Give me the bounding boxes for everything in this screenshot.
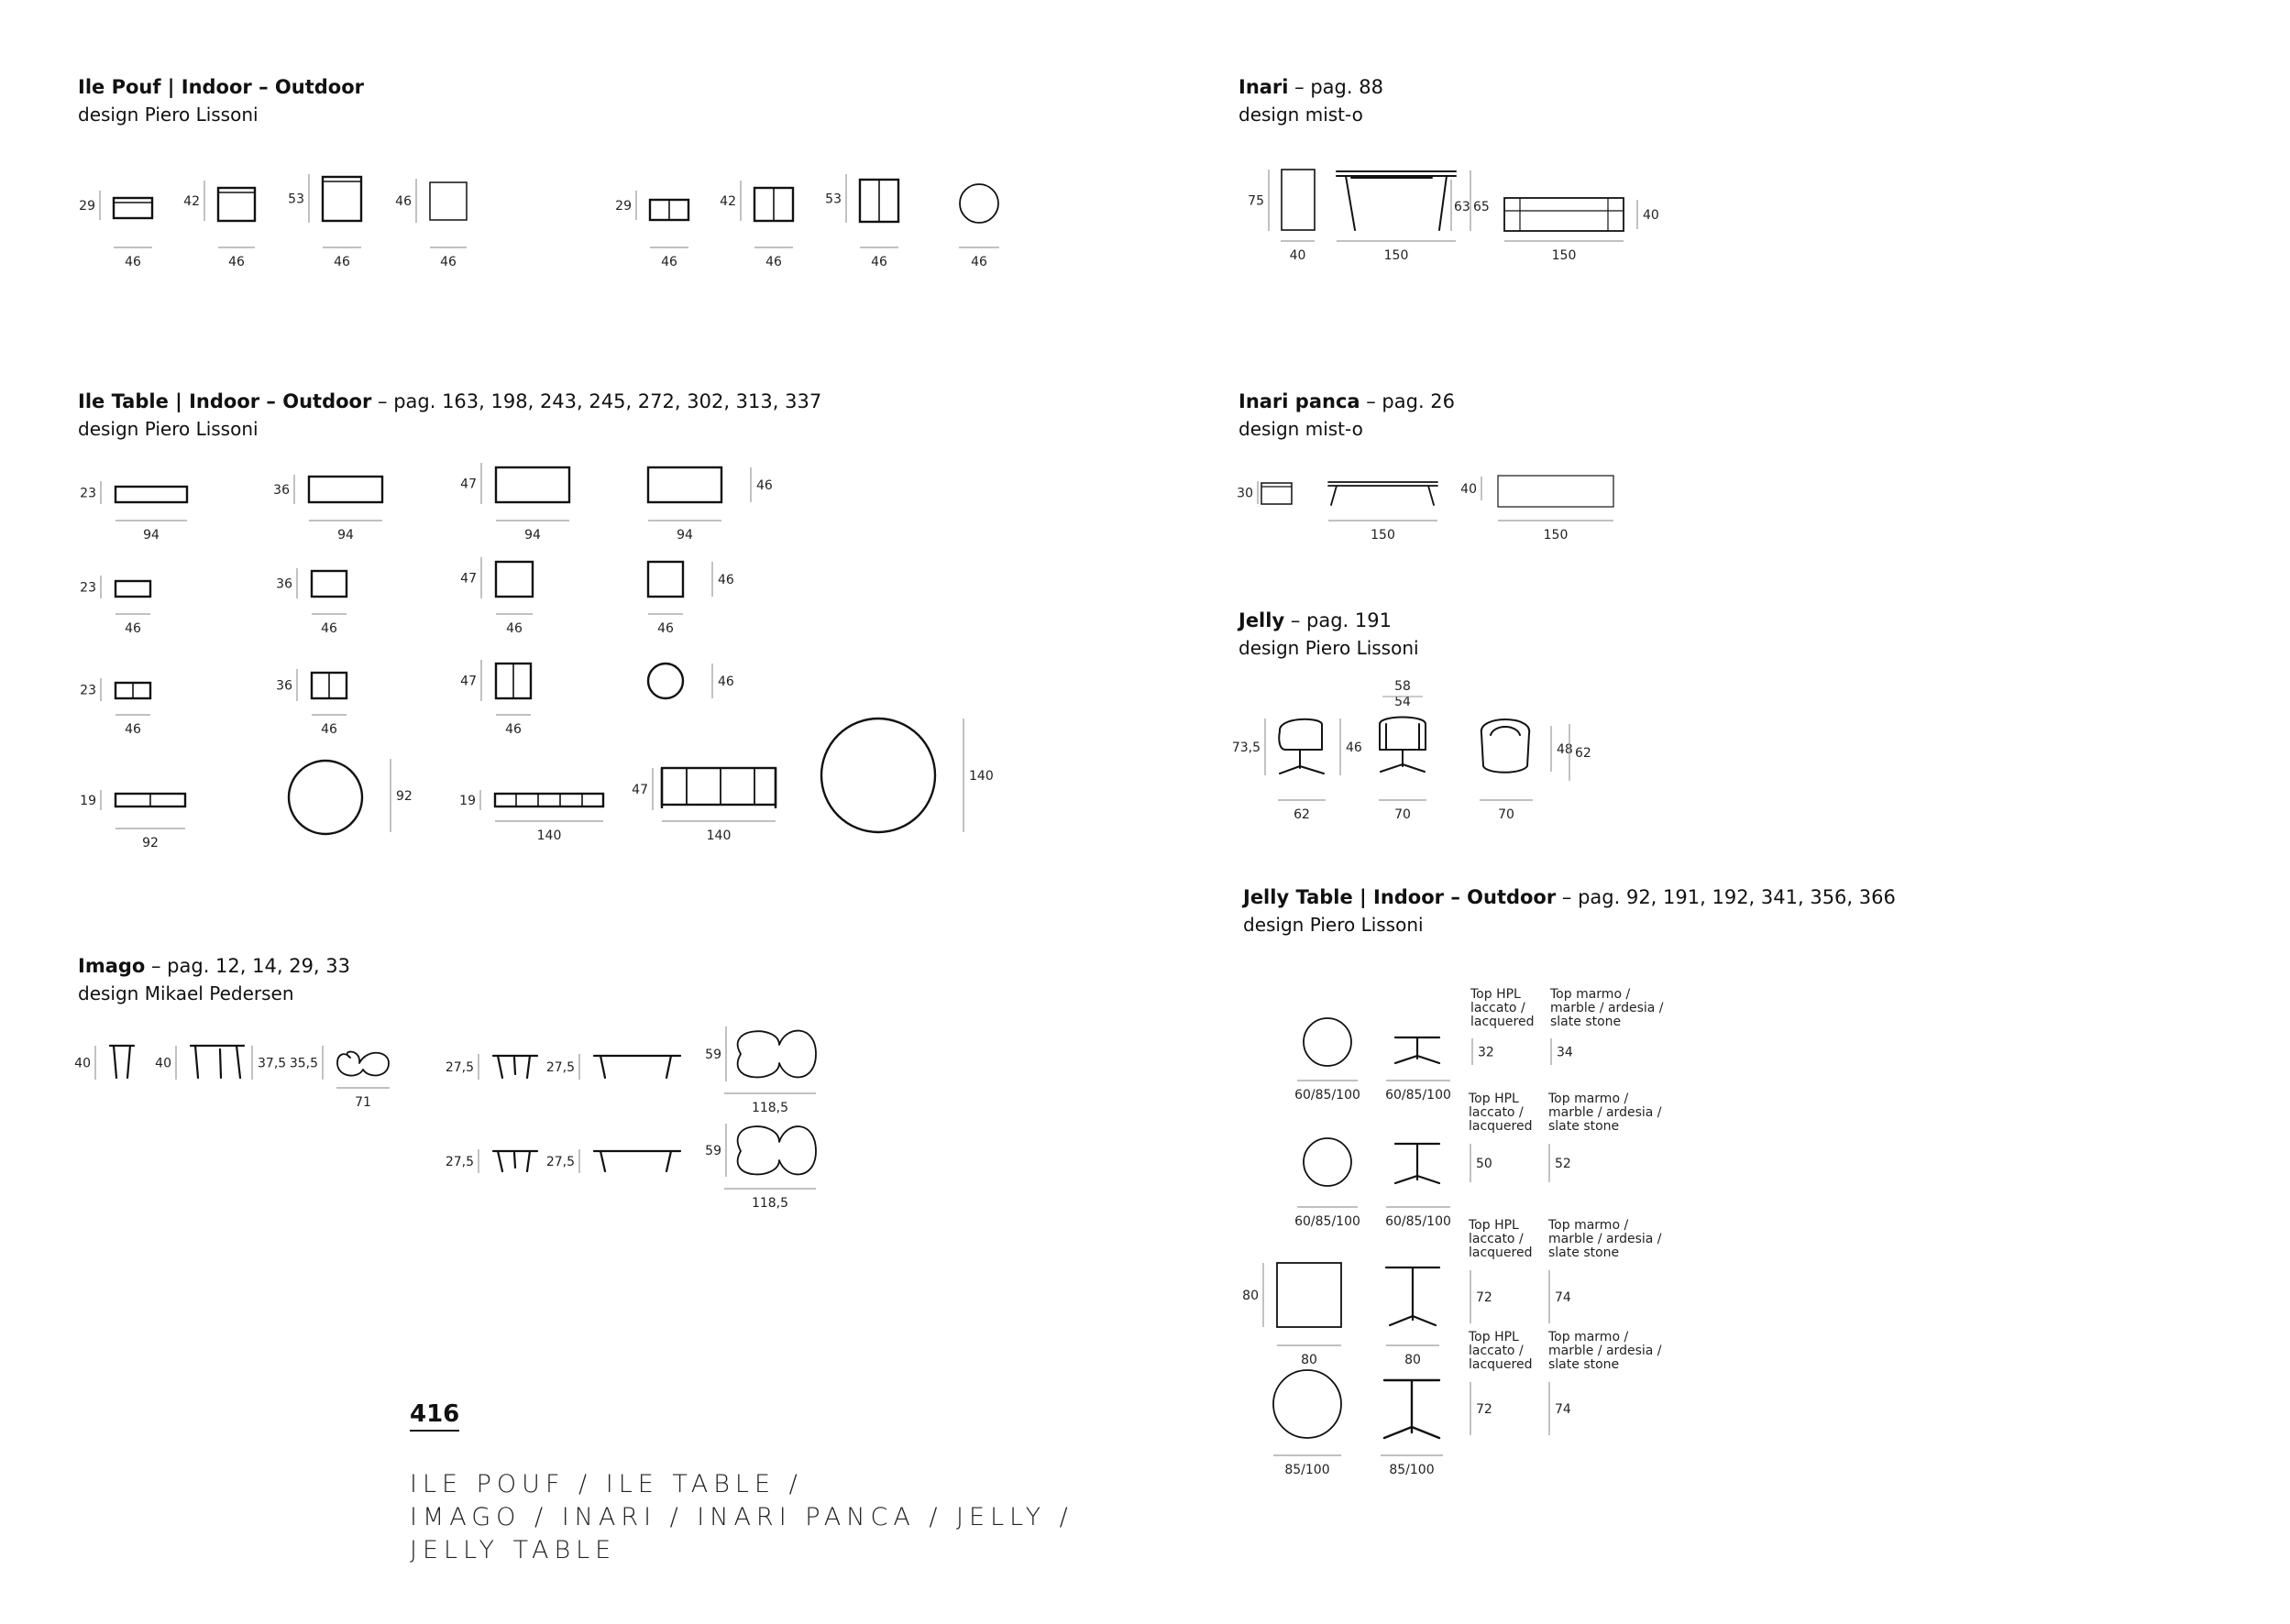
dimension-label: 46 (440, 255, 457, 269)
dimension-label: marble / ardesia / (1548, 1344, 1662, 1358)
dimension-label: 46 (1346, 741, 1362, 755)
dimension-label: Top HPL (1469, 1092, 1519, 1106)
dimension-label: 46 (228, 255, 245, 269)
dimension-label: 40 (155, 1056, 171, 1071)
dimension-label: 59 (705, 1048, 721, 1062)
outline (114, 198, 152, 218)
dimension-label: 140 (969, 769, 994, 784)
dimension-label: 72 (1476, 1402, 1492, 1417)
dimension-label: slate stone (1548, 1357, 1620, 1372)
dimension-label: 58 (1394, 679, 1411, 694)
dimension-label: 80 (1404, 1353, 1421, 1367)
outline (116, 487, 187, 502)
catalog-title-line: IMAGO / INARI / INARI PANCA / JELLY / (410, 1503, 1073, 1531)
dimension-label: lacquered (1469, 1245, 1533, 1260)
dimension-label: 46 (871, 255, 887, 269)
outline (430, 182, 467, 220)
dimension-label: Top HPL (1470, 987, 1521, 1002)
dimension-label: 46 (661, 255, 677, 269)
outline (738, 1126, 816, 1174)
dimension-label: 150 (1551, 248, 1577, 263)
dimension-label: 46 (718, 573, 734, 587)
dimension-label: laccato / (1469, 1232, 1524, 1246)
outline (1304, 1138, 1351, 1186)
dimension-label: 54 (1394, 695, 1411, 709)
section-title: Inari – pag. 88 (1239, 76, 1383, 98)
dimension-label: 63 (1454, 200, 1470, 214)
dimension-label: 74 (1555, 1290, 1571, 1305)
dimension-label: 150 (1371, 528, 1395, 543)
dimension-label: 29 (79, 199, 95, 214)
dimension-label: 70 (1498, 807, 1514, 822)
dimension-label: 92 (142, 836, 159, 850)
outline (1304, 1018, 1351, 1066)
dimension-label: 46 (506, 621, 523, 636)
outline (738, 1031, 816, 1078)
dimension-label: 118,5 (751, 1196, 789, 1211)
dimension-label: 27,5 (445, 1155, 474, 1169)
dimension-label: 74 (1555, 1402, 1571, 1417)
dimension-label: 27,5 (545, 1155, 575, 1169)
outline (1386, 1267, 1439, 1325)
outline (289, 761, 362, 834)
outline (1498, 476, 1613, 507)
dimension-label: 60/85/100 (1385, 1214, 1451, 1229)
outline (1279, 719, 1324, 774)
dimension-label: 23 (80, 580, 96, 596)
dimension-label: slate stone (1548, 1119, 1620, 1134)
dimension-label: marble / ardesia / (1548, 1105, 1662, 1120)
dimension-label: 60/85/100 (1385, 1088, 1451, 1103)
dimension-label: 140 (536, 828, 562, 843)
outline (1277, 1263, 1341, 1327)
dimension-label: 94 (524, 528, 541, 543)
dimension-label: 19 (80, 794, 96, 808)
dimension-label: 94 (337, 528, 354, 543)
dimension-label: 36 (276, 678, 292, 694)
dimension-label: 85/100 (1284, 1463, 1330, 1477)
designer: design Piero Lissoni (1243, 914, 1424, 936)
dimension-label: 118,5 (751, 1101, 789, 1115)
dimension-label: laccato / (1469, 1105, 1524, 1120)
dimension-label: Top marmo / (1550, 987, 1631, 1002)
dimension-label: slate stone (1548, 1245, 1620, 1260)
outline (594, 1056, 680, 1078)
dimension-label: lacquered (1470, 1015, 1535, 1029)
designer: design mist-o (1239, 418, 1363, 440)
section-title: Inari panca – pag. 26 (1239, 390, 1456, 412)
dimension-label: 60/85/100 (1294, 1214, 1360, 1229)
dimension-label: 35,5 (289, 1056, 318, 1071)
dimension-label: 140 (706, 828, 732, 843)
dimension-label: 71 (355, 1095, 371, 1110)
dimension-label: 46 (334, 255, 350, 269)
dimension-label: 46 (765, 255, 782, 269)
dimension-label: laccato / (1470, 1001, 1525, 1015)
outline (496, 467, 569, 502)
outline (493, 1056, 537, 1078)
outline (1481, 719, 1529, 773)
dimension-label: 36 (276, 576, 292, 592)
dimension-label: 19 (459, 794, 476, 808)
outline (493, 1151, 537, 1171)
dimension-label: 65 (1473, 200, 1490, 214)
dimension-label: 46 (756, 478, 773, 493)
dimension-label: 60/85/100 (1294, 1088, 1360, 1103)
dimension-label: 46 (505, 722, 522, 737)
dimension-label: 40 (1460, 482, 1477, 497)
outline (309, 477, 382, 502)
dimension-label: 36 (273, 483, 290, 498)
designer: design Mikael Pedersen (78, 982, 294, 1004)
dimension-label: 47 (632, 783, 648, 797)
dimension-label: 47 (460, 477, 477, 492)
dimension-label: Top HPL (1469, 1218, 1519, 1233)
dimension-label: 62 (1294, 807, 1310, 822)
outline (1395, 1037, 1439, 1063)
catalog-title (410, 1468, 1073, 1567)
dimension-label: Top marmo / (1548, 1330, 1629, 1344)
dimension-label: Top marmo / (1548, 1218, 1629, 1233)
outline (662, 768, 776, 805)
dimension-label: marble / ardesia / (1548, 1232, 1662, 1246)
section-title: Ile Table | Indoor – Outdoor – pag. 163, 198, 243, 245, 272, 302, 313, 337 (78, 390, 822, 412)
dimension-label: 30 (1237, 486, 1253, 501)
dimension-label: 47 (460, 674, 477, 689)
outline (496, 562, 533, 597)
catalog-title-line: ILE POUF / ILE TABLE / (410, 1470, 803, 1498)
outline (821, 719, 935, 832)
dimension-label: 42 (183, 194, 200, 209)
dimension-label: 27,5 (445, 1060, 474, 1075)
dimension-label: 34 (1557, 1045, 1573, 1060)
designer: design Piero Lissoni (1239, 637, 1419, 659)
dimension-label: 70 (1394, 807, 1411, 822)
dimension-label: 40 (1643, 208, 1659, 223)
dimension-label: 150 (1543, 528, 1569, 543)
dimension-label: lacquered (1469, 1119, 1533, 1134)
outline (1328, 482, 1437, 505)
outline (116, 581, 150, 597)
designer: design mist-o (1239, 104, 1363, 126)
dimension-label: 48 (1557, 742, 1573, 757)
dimension-label: Top HPL (1469, 1330, 1519, 1344)
dimension-label: 23 (80, 683, 96, 698)
outline (495, 794, 603, 807)
outline (1337, 171, 1456, 230)
dimension-label: 80 (1242, 1289, 1259, 1303)
dimension-label: 40 (1289, 248, 1306, 263)
dimension-label: 46 (657, 621, 674, 636)
outline (648, 467, 721, 502)
dimension-label: Top marmo / (1548, 1092, 1629, 1106)
section-title: Jelly – pag. 191 (1239, 609, 1392, 631)
outline (337, 1052, 389, 1076)
section-title: Jelly Table | Indoor – Outdoor – pag. 92, 191, 192, 341, 356, 366 (1243, 886, 1896, 908)
dimension-label: 80 (1301, 1353, 1317, 1367)
outline (323, 177, 361, 221)
dimension-label: 40 (74, 1056, 91, 1071)
outline (1380, 718, 1426, 773)
dimension-label: 72 (1476, 1290, 1492, 1305)
dimension-label: 46 (718, 675, 734, 689)
outline (594, 1151, 680, 1171)
dimension-label: 46 (395, 194, 412, 209)
section-title: Imago – pag. 12, 14, 29, 33 (78, 955, 350, 977)
dimension-label: marble / ardesia / (1550, 1001, 1664, 1015)
outline (312, 571, 347, 597)
page-number: 416 (410, 1400, 459, 1432)
outline (1384, 1380, 1439, 1438)
designer: design Piero Lissoni (78, 418, 259, 440)
dimension-label: 94 (143, 528, 160, 543)
dimension-label: 23 (80, 486, 96, 501)
dimension-label: 46 (125, 255, 141, 269)
dimension-label: 29 (615, 199, 632, 214)
outline (1504, 198, 1624, 231)
dimension-label: 42 (720, 194, 736, 209)
catalog-title-line: JELLY TABLE (410, 1536, 617, 1564)
outline (1282, 170, 1315, 230)
dimension-label: 59 (705, 1144, 721, 1158)
dimension-label: 53 (825, 192, 842, 207)
dimension-label: lacquered (1469, 1357, 1533, 1372)
dimension-label: laccato / (1469, 1344, 1524, 1358)
dimension-label: 37,5 (258, 1056, 287, 1071)
dimension-label: 62 (1575, 746, 1591, 761)
dimension-label: 46 (971, 255, 987, 269)
outline (1273, 1370, 1341, 1438)
dimension-label: 73,5 (1231, 741, 1261, 755)
dimension-label: 92 (396, 789, 413, 804)
dimension-label: 46 (125, 621, 141, 636)
outline (648, 664, 683, 698)
outline (1395, 1144, 1439, 1183)
dimension-label: 32 (1478, 1045, 1494, 1060)
dimension-label: 50 (1476, 1157, 1492, 1171)
dimension-label: 46 (321, 621, 337, 636)
dimension-label: 47 (460, 571, 477, 587)
outline (110, 1046, 134, 1078)
dimension-label: 94 (677, 528, 693, 543)
dimension-label: 150 (1383, 248, 1409, 263)
outline (191, 1046, 244, 1078)
dimension-label: 53 (288, 192, 304, 207)
dimension-label: 75 (1248, 193, 1264, 209)
designer: design Piero Lissoni (78, 104, 259, 126)
dimension-label: 85/100 (1389, 1463, 1435, 1477)
dimension-label: 27,5 (545, 1060, 575, 1075)
section-title: Ile Pouf | Indoor – Outdoor (78, 76, 364, 98)
dimension-label: 52 (1555, 1157, 1571, 1171)
outline (648, 562, 683, 597)
outline (960, 184, 998, 223)
dimension-label: slate stone (1550, 1015, 1622, 1029)
dimension-label: 46 (321, 722, 337, 737)
dimension-label: 46 (125, 722, 141, 737)
